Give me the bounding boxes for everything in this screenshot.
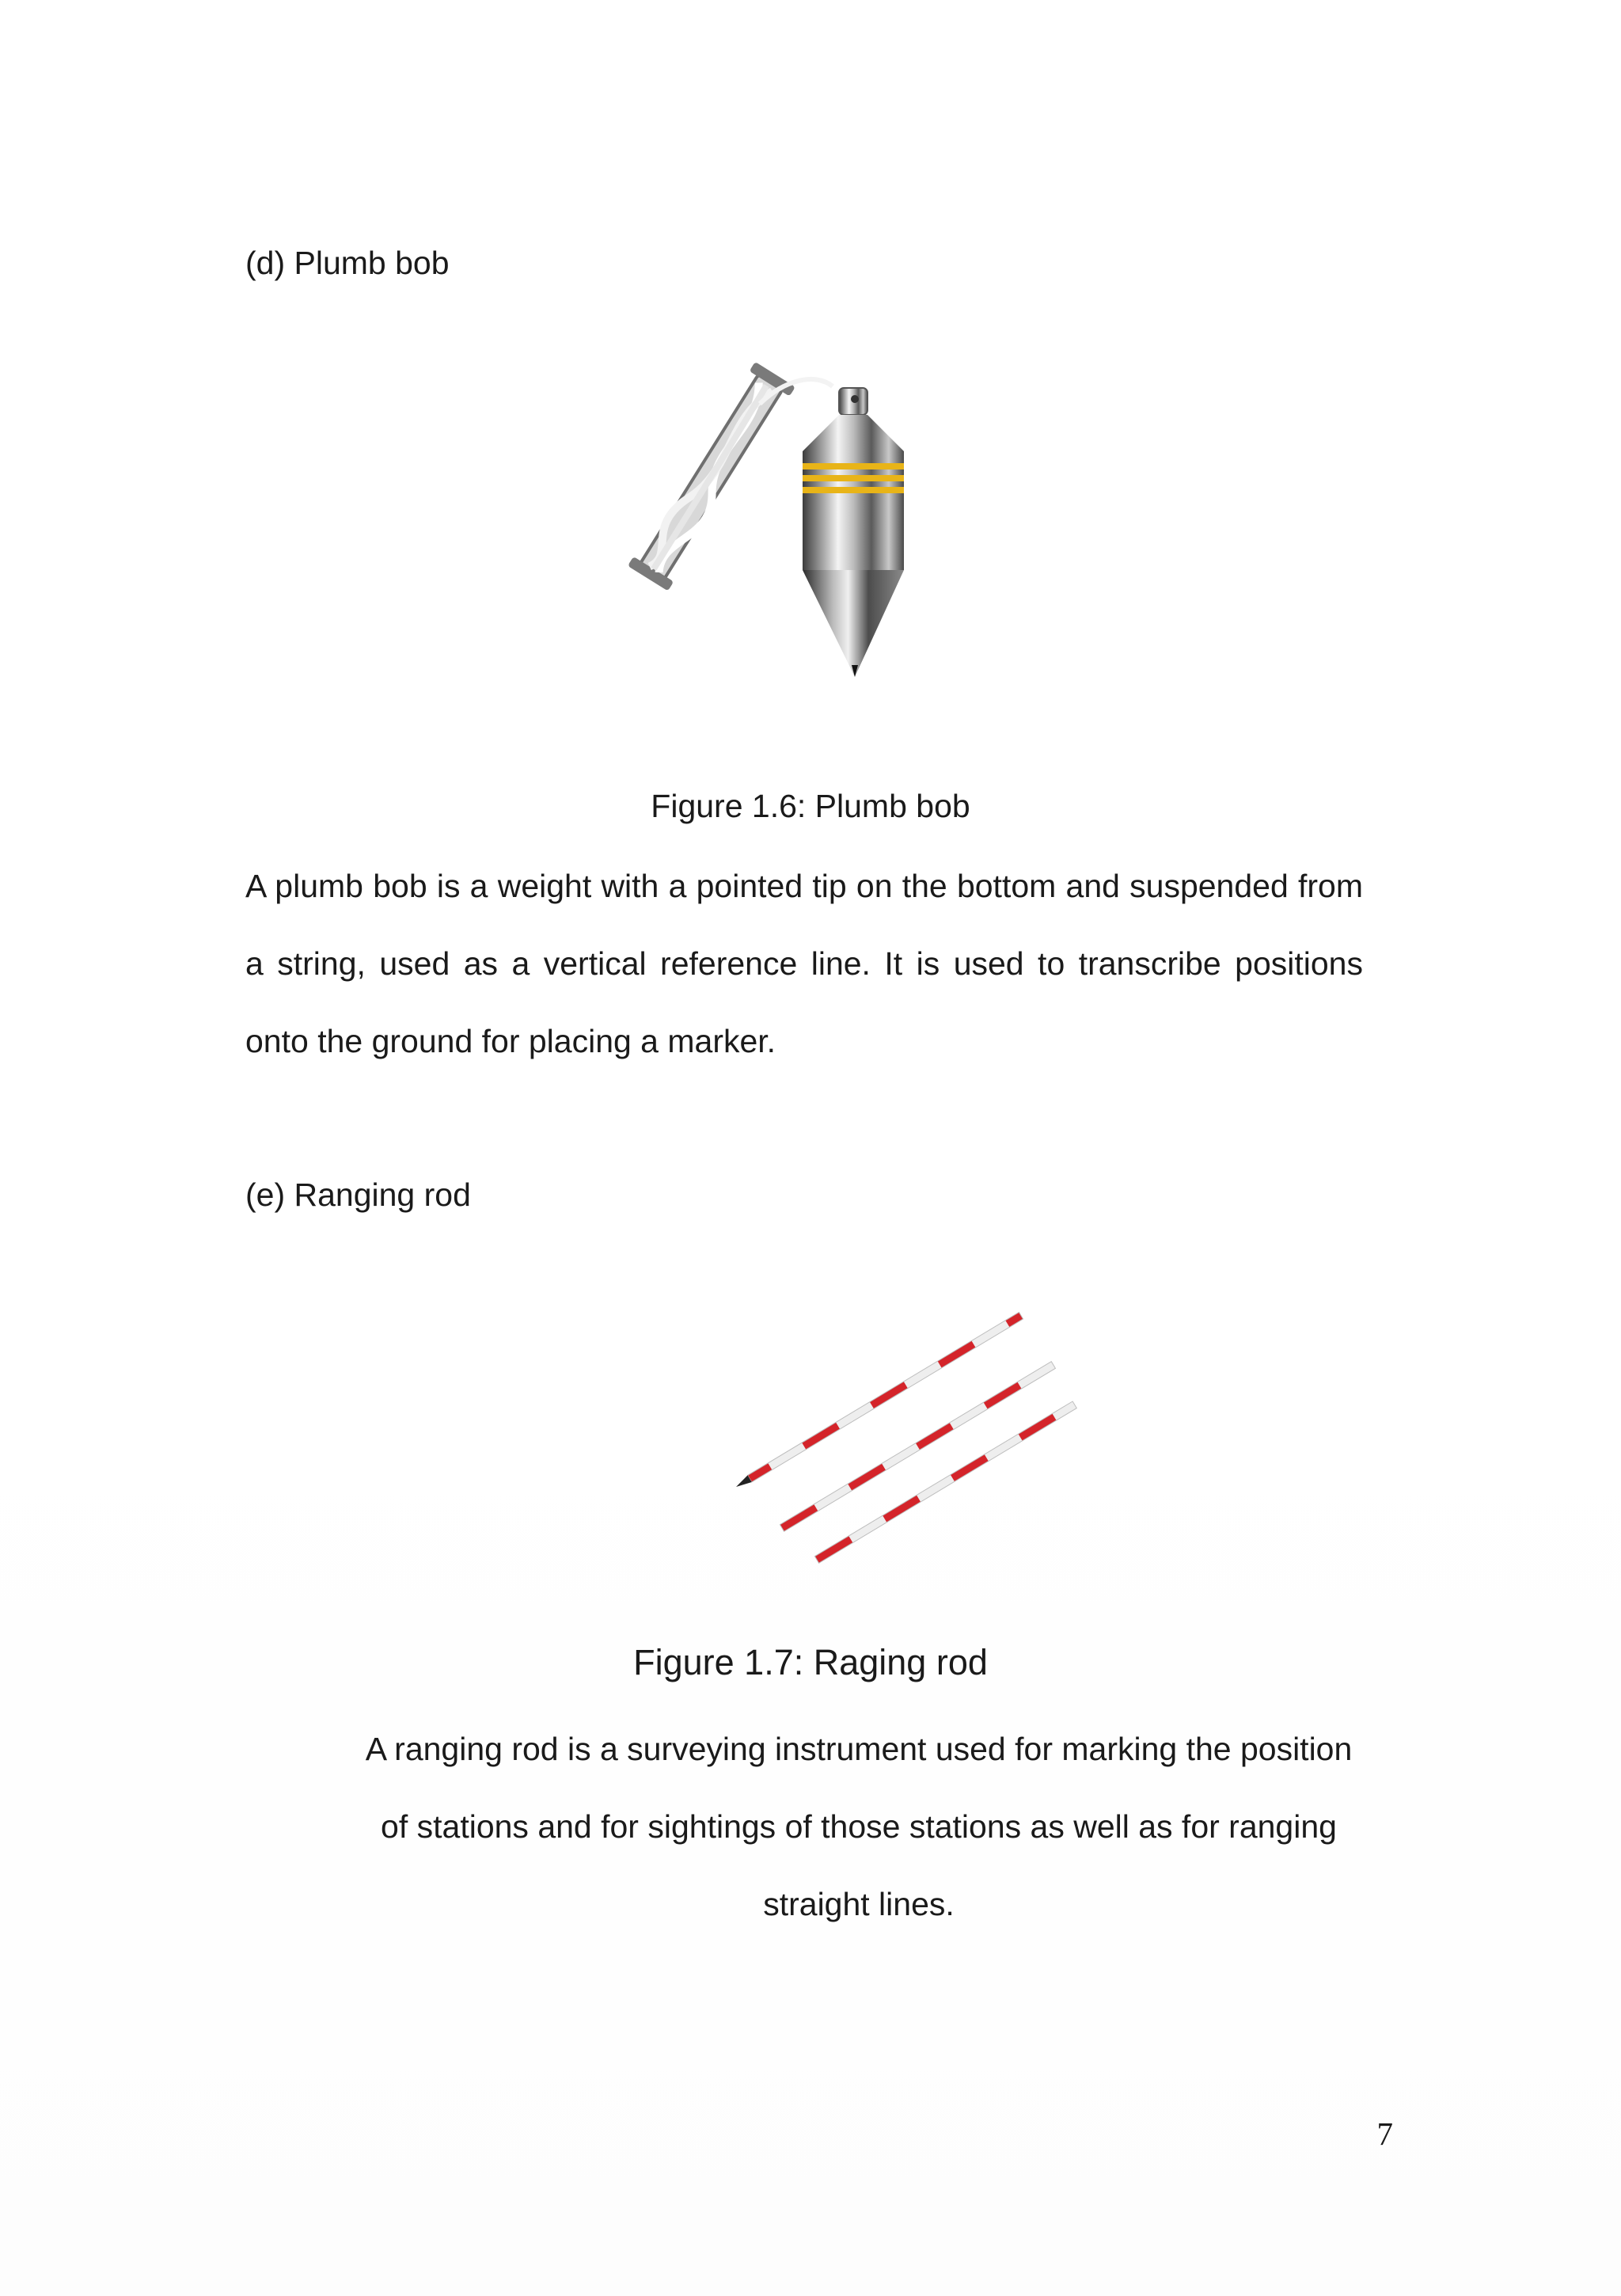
paragraph-ranging-rod: A ranging rod is a surveying instrument used for marking the position of stations and for sightings of those stations as well as for ranging straight lines.: [365, 1731, 1353, 1922]
section-heading-plumb-bob: (d) Plumb bob: [245, 245, 450, 281]
figure-caption-ranging-rod: Figure 1.7: Raging rod: [633, 1642, 988, 1682]
figure-caption-plumb-bob: Figure 1.6: Plumb bob: [651, 788, 970, 824]
section-heading-ranging-rod: (e) Ranging rod: [245, 1177, 471, 1213]
page-number: 7: [1376, 2115, 1393, 2152]
ranging-rods-figure: [720, 1291, 1092, 1583]
paragraph-plumb-bob: A plumb bob is a weight with a pointed tip on the bottom and suspended from a string, used as a vertical reference line. It is used to transcribe positions onto the ground for placing a marker.: [245, 868, 1363, 1059]
ranging-rod-2: [780, 1362, 1055, 1532]
plumb-bob-figure: [625, 348, 974, 689]
